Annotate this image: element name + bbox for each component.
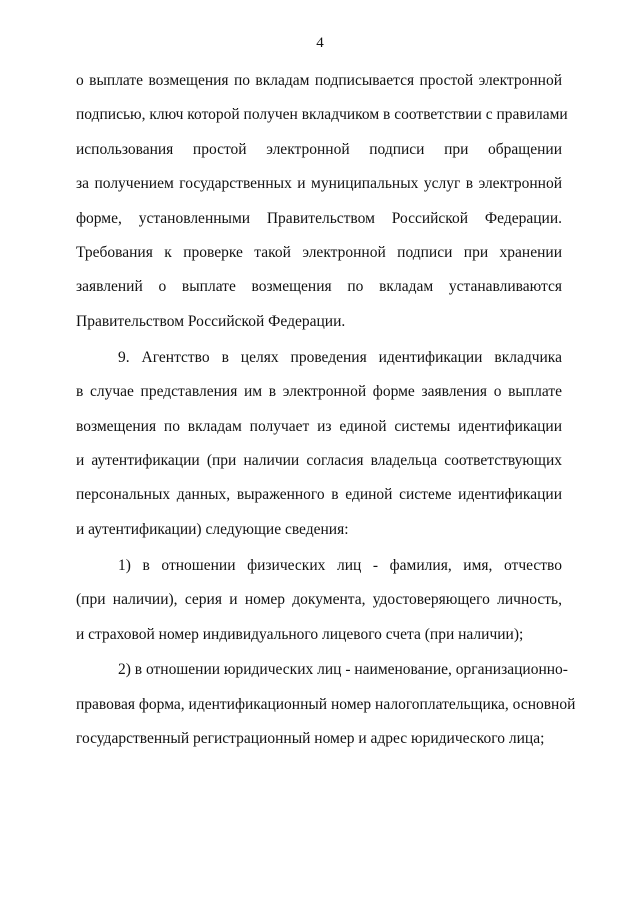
paragraph-subitem-1: [76, 549, 562, 652]
text-line: правовая форма, идентификационный номер налогоплательщика, основной: [76, 695, 576, 713]
text-line: форме, установленными Правительством Российской Федерации.: [76, 209, 562, 227]
text-line: 9. Агентство в целях проведения идентификации вкладчика: [118, 348, 562, 366]
text-line: в случае представления им в электронной форме заявления о выплате: [76, 383, 562, 401]
text-line: государственный регистрационный номер и адрес юридического лица;: [76, 730, 545, 748]
text-line: 1) в отношении физических лиц - фамилия, имя, отчество: [118, 556, 562, 574]
paragraph-signature: [76, 64, 568, 339]
text-line: и аутентификации) следующие сведения:: [76, 520, 349, 538]
text-line: подписью, ключ которой получен вкладчиком в соответствии с правилами: [76, 106, 568, 124]
text-line: Требования к проверке такой электронной подписи при хранении: [76, 244, 562, 262]
text-line: (при наличии), серия и номер документа, удостоверяющего личность,: [76, 591, 562, 609]
page-number: 4: [316, 35, 324, 51]
paragraph-item-9: [76, 341, 562, 547]
text-line: и аутентификации (при наличии согласия владельца соответствующих: [76, 451, 562, 469]
paragraph-subitem-2: [76, 653, 576, 756]
text-line: возмещения по вкладам получает из единой системы идентификации: [76, 417, 562, 435]
text-line: о выплате возмещения по вкладам подписывается простой электронной: [76, 72, 562, 89]
document-body: [76, 64, 576, 757]
text-line: и страховой номер индивидуального лицевого счета (при наличии);: [76, 625, 524, 643]
text-line: персональных данных, выраженного в единой системе идентификации: [76, 486, 562, 504]
text-line: Правительством Российской Федерации.: [76, 312, 346, 330]
text-line: использования простой электронной подписи при обращении: [76, 140, 562, 158]
text-line: за получением государственных и муниципальных услуг в электронной: [76, 175, 562, 193]
text-line: заявлений о выплате возмещения по вкладам устанавливаются: [76, 278, 562, 296]
text-line: 2) в отношении юридических лиц - наименование, организационно-: [118, 661, 568, 679]
